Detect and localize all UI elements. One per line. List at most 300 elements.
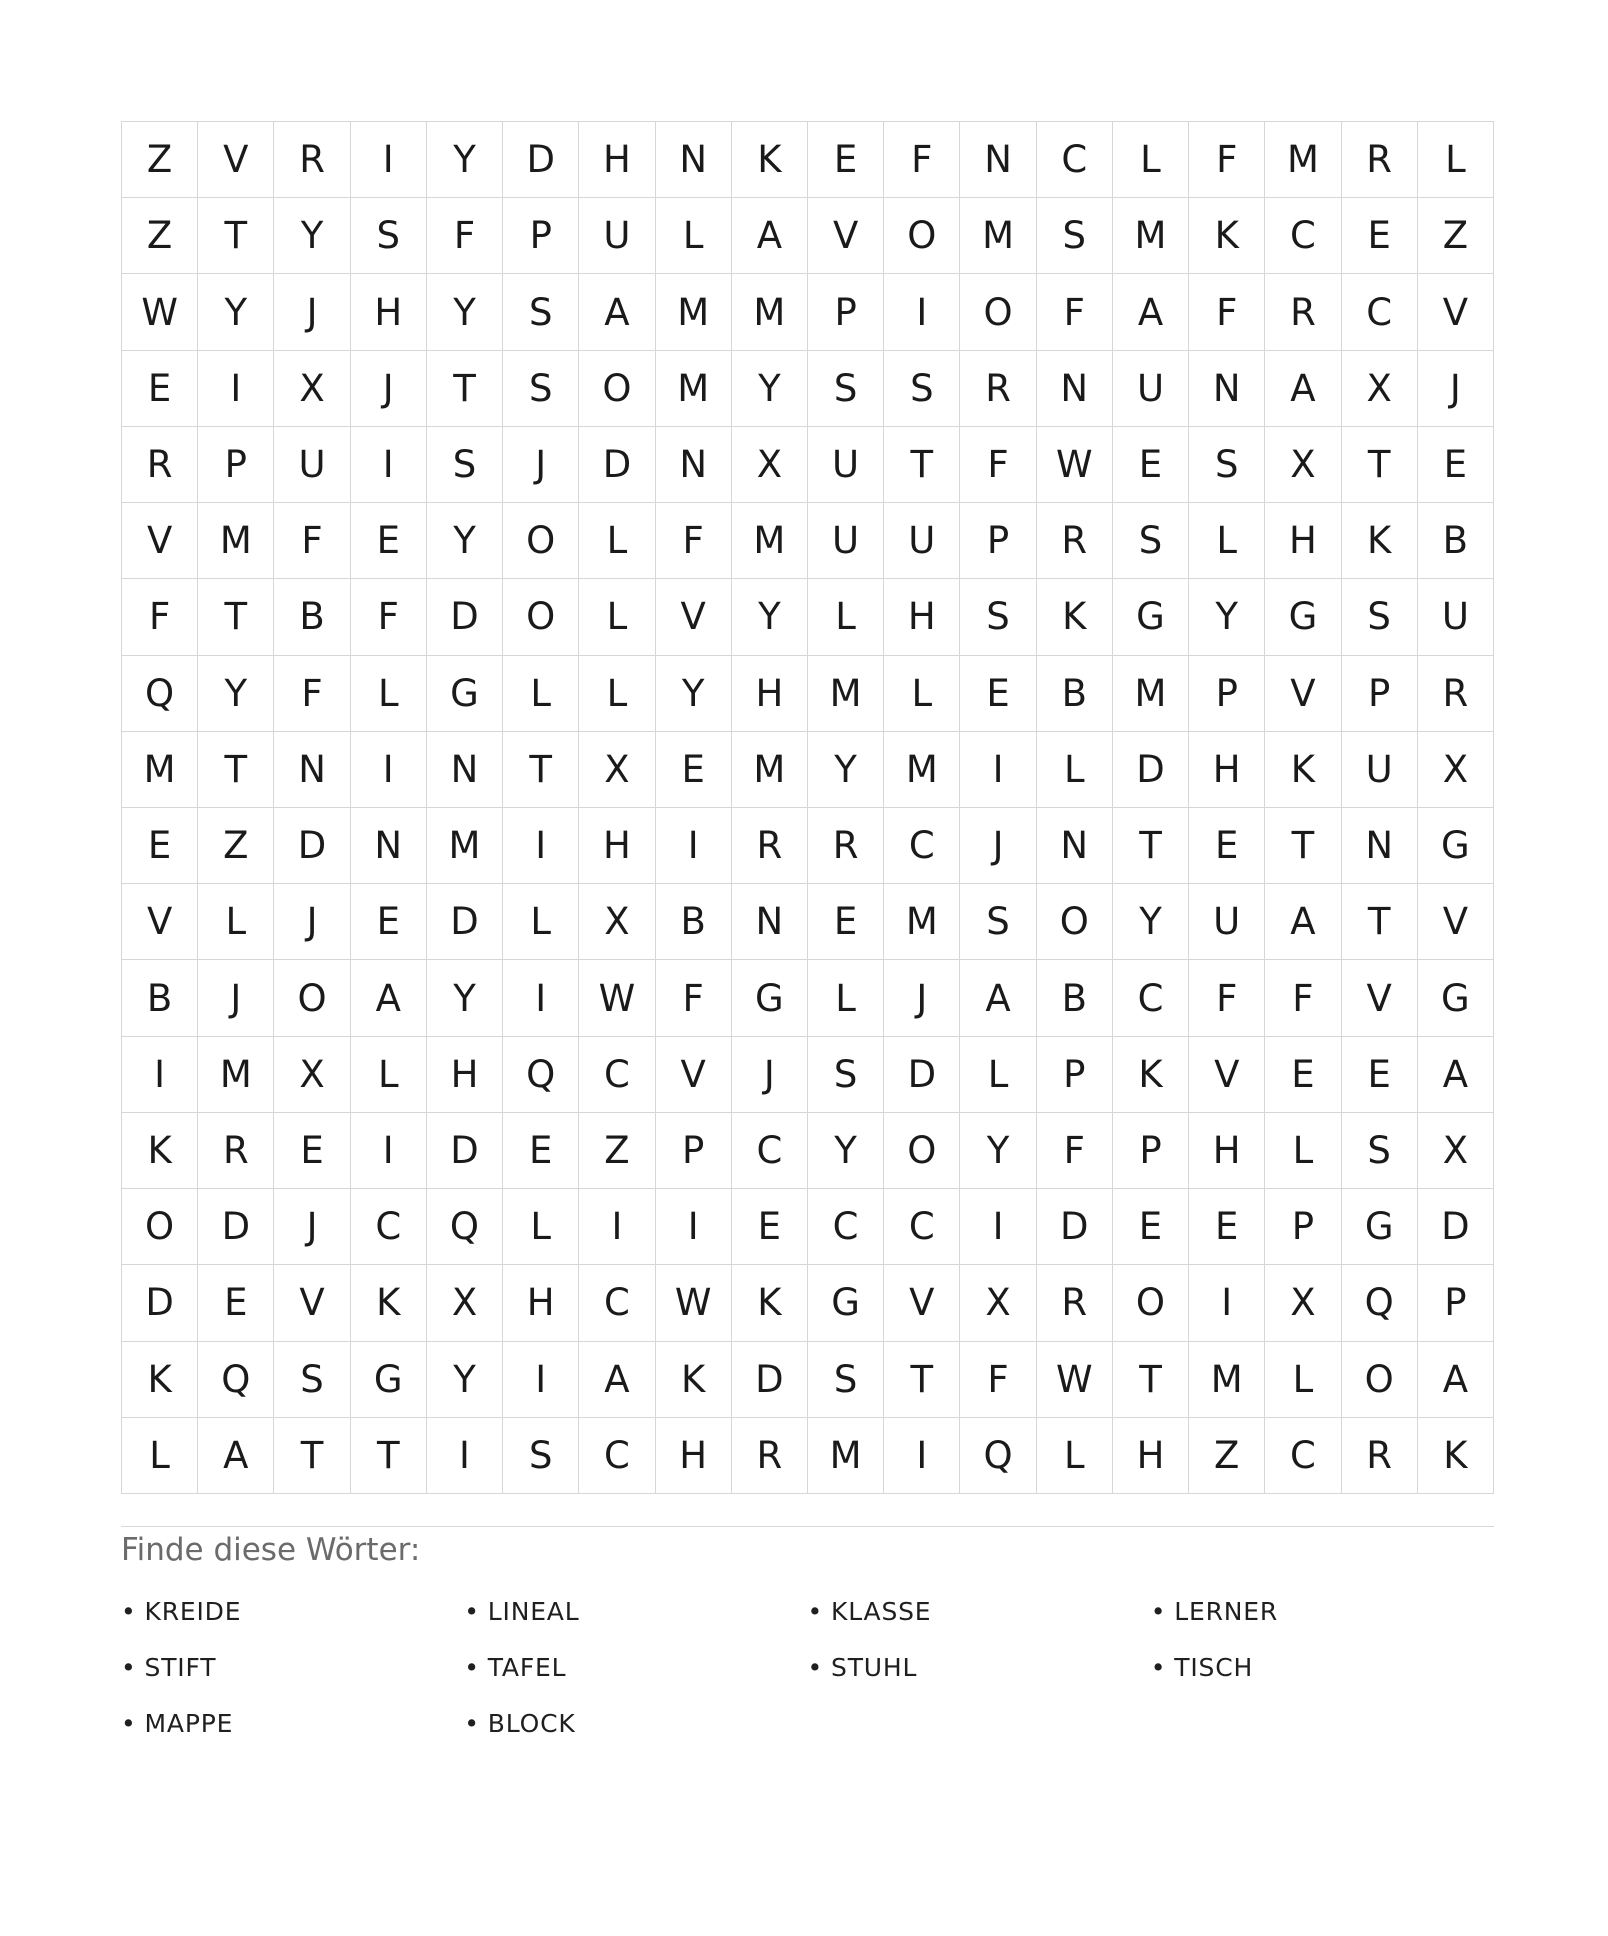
grid-cell[interactable]: D (1113, 732, 1189, 808)
grid-cell[interactable]: N (1342, 808, 1418, 884)
grid-cell[interactable]: C (579, 1265, 655, 1341)
grid-cell[interactable]: M (198, 503, 274, 579)
grid-cell[interactable]: K (1037, 579, 1113, 655)
grid-cell[interactable]: V (656, 1037, 732, 1113)
grid-cell[interactable]: M (732, 503, 808, 579)
grid-cell[interactable]: R (1037, 1265, 1113, 1341)
grid-cell[interactable]: F (656, 960, 732, 1036)
grid-cell[interactable]: V (884, 1265, 960, 1341)
grid-cell[interactable]: K (1189, 198, 1265, 274)
grid-cell[interactable]: O (884, 1113, 960, 1189)
grid-cell[interactable]: G (1265, 579, 1341, 655)
grid-cell[interactable]: F (1037, 1113, 1113, 1189)
grid-cell[interactable]: R (122, 427, 198, 503)
grid-cell[interactable]: L (884, 656, 960, 732)
grid-cell[interactable]: L (1189, 503, 1265, 579)
grid-cell[interactable]: T (1113, 1342, 1189, 1418)
grid-cell[interactable]: C (732, 1113, 808, 1189)
grid-cell[interactable]: L (1037, 1418, 1113, 1494)
grid-cell[interactable]: A (1418, 1342, 1494, 1418)
grid-cell[interactable]: B (656, 884, 732, 960)
grid-cell[interactable]: Q (122, 656, 198, 732)
grid-cell[interactable]: H (1265, 503, 1341, 579)
grid-cell[interactable]: U (808, 427, 884, 503)
grid-cell[interactable]: T (198, 732, 274, 808)
grid-cell[interactable]: J (960, 808, 1036, 884)
grid-cell[interactable]: Y (1113, 884, 1189, 960)
grid-cell[interactable]: N (656, 122, 732, 198)
grid-cell[interactable]: I (198, 351, 274, 427)
grid-cell[interactable]: P (1189, 656, 1265, 732)
grid-cell[interactable]: Y (808, 732, 884, 808)
grid-cell[interactable]: P (960, 503, 1036, 579)
grid-cell[interactable]: L (198, 884, 274, 960)
grid-cell[interactable]: R (1342, 1418, 1418, 1494)
grid-cell[interactable]: I (579, 1189, 655, 1265)
grid-cell[interactable]: B (1037, 960, 1113, 1036)
grid-cell[interactable]: L (1418, 122, 1494, 198)
grid-cell[interactable]: S (274, 1342, 350, 1418)
grid-cell[interactable]: S (503, 1418, 579, 1494)
grid-cell[interactable]: L (579, 503, 655, 579)
grid-cell[interactable]: M (1113, 656, 1189, 732)
grid-cell[interactable]: A (579, 1342, 655, 1418)
grid-cell[interactable]: J (198, 960, 274, 1036)
grid-cell[interactable]: H (579, 122, 655, 198)
grid-cell[interactable]: L (351, 1037, 427, 1113)
grid-cell[interactable]: K (1342, 503, 1418, 579)
grid-cell[interactable]: C (1037, 122, 1113, 198)
grid-cell[interactable]: J (1418, 351, 1494, 427)
grid-cell[interactable]: A (960, 960, 1036, 1036)
grid-cell[interactable]: M (808, 1418, 884, 1494)
grid-cell[interactable]: S (1113, 503, 1189, 579)
grid-cell[interactable]: Y (198, 274, 274, 350)
grid-cell[interactable]: H (656, 1418, 732, 1494)
grid-cell[interactable]: X (1265, 427, 1341, 503)
grid-cell[interactable]: L (579, 656, 655, 732)
grid-cell[interactable]: G (427, 656, 503, 732)
grid-cell[interactable]: X (732, 427, 808, 503)
grid-cell[interactable]: H (1113, 1418, 1189, 1494)
grid-cell[interactable]: U (1189, 884, 1265, 960)
grid-cell[interactable]: Y (427, 122, 503, 198)
grid-cell[interactable]: Q (198, 1342, 274, 1418)
grid-cell[interactable]: H (732, 656, 808, 732)
grid-cell[interactable]: E (122, 351, 198, 427)
grid-cell[interactable]: X (1418, 1113, 1494, 1189)
grid-cell[interactable]: M (960, 198, 1036, 274)
grid-cell[interactable]: L (1037, 732, 1113, 808)
grid-cell[interactable]: X (1418, 732, 1494, 808)
grid-cell[interactable]: S (427, 427, 503, 503)
grid-cell[interactable]: E (1113, 1189, 1189, 1265)
grid-cell[interactable]: I (122, 1037, 198, 1113)
grid-cell[interactable]: F (274, 656, 350, 732)
grid-cell[interactable]: I (656, 808, 732, 884)
grid-cell[interactable]: V (1189, 1037, 1265, 1113)
grid-cell[interactable]: O (579, 351, 655, 427)
grid-cell[interactable]: E (1113, 427, 1189, 503)
grid-cell[interactable]: I (351, 1113, 427, 1189)
grid-cell[interactable]: X (274, 1037, 350, 1113)
grid-cell[interactable]: H (351, 274, 427, 350)
grid-cell[interactable]: O (1342, 1342, 1418, 1418)
grid-cell[interactable]: E (1418, 427, 1494, 503)
grid-cell[interactable]: M (656, 351, 732, 427)
grid-cell[interactable]: I (960, 732, 1036, 808)
grid-cell[interactable]: G (1113, 579, 1189, 655)
grid-cell[interactable]: I (503, 808, 579, 884)
grid-cell[interactable]: R (274, 122, 350, 198)
grid-cell[interactable]: V (198, 122, 274, 198)
grid-cell[interactable]: H (1189, 732, 1265, 808)
grid-cell[interactable]: F (274, 503, 350, 579)
grid-cell[interactable]: D (274, 808, 350, 884)
grid-cell[interactable]: I (656, 1189, 732, 1265)
grid-cell[interactable]: Q (503, 1037, 579, 1113)
grid-cell[interactable]: P (1113, 1113, 1189, 1189)
grid-cell[interactable]: N (1189, 351, 1265, 427)
grid-cell[interactable]: V (1342, 960, 1418, 1036)
grid-cell[interactable]: I (351, 732, 427, 808)
grid-cell[interactable]: R (960, 351, 1036, 427)
grid-cell[interactable]: G (1342, 1189, 1418, 1265)
grid-cell[interactable]: B (274, 579, 350, 655)
grid-cell[interactable]: M (1265, 122, 1341, 198)
grid-cell[interactable]: H (884, 579, 960, 655)
grid-cell[interactable]: C (579, 1418, 655, 1494)
grid-cell[interactable]: K (732, 1265, 808, 1341)
grid-cell[interactable]: M (656, 274, 732, 350)
grid-cell[interactable]: L (503, 884, 579, 960)
grid-cell[interactable]: R (732, 808, 808, 884)
grid-cell[interactable]: M (198, 1037, 274, 1113)
grid-cell[interactable]: B (122, 960, 198, 1036)
grid-cell[interactable]: A (198, 1418, 274, 1494)
grid-cell[interactable]: R (1265, 274, 1341, 350)
grid-cell[interactable]: Y (427, 1342, 503, 1418)
grid-cell[interactable]: J (274, 1189, 350, 1265)
grid-cell[interactable]: X (579, 732, 655, 808)
grid-cell[interactable]: U (1418, 579, 1494, 655)
grid-cell[interactable]: S (808, 1037, 884, 1113)
grid-cell[interactable]: H (579, 808, 655, 884)
grid-cell[interactable]: U (1342, 732, 1418, 808)
grid-cell[interactable]: K (732, 122, 808, 198)
grid-cell[interactable]: F (1265, 960, 1341, 1036)
grid-cell[interactable]: F (1189, 122, 1265, 198)
grid-cell[interactable]: E (1189, 1189, 1265, 1265)
grid-cell[interactable]: A (579, 274, 655, 350)
grid-cell[interactable]: Q (427, 1189, 503, 1265)
grid-cell[interactable]: J (884, 960, 960, 1036)
grid-cell[interactable]: P (1265, 1189, 1341, 1265)
grid-cell[interactable]: F (1189, 960, 1265, 1036)
grid-cell[interactable]: B (1037, 656, 1113, 732)
grid-cell[interactable]: C (1265, 198, 1341, 274)
grid-cell[interactable]: A (351, 960, 427, 1036)
grid-cell[interactable]: F (427, 198, 503, 274)
grid-cell[interactable]: Y (274, 198, 350, 274)
grid-cell[interactable]: H (427, 1037, 503, 1113)
grid-cell[interactable]: P (1418, 1265, 1494, 1341)
grid-cell[interactable]: E (656, 732, 732, 808)
grid-cell[interactable]: N (351, 808, 427, 884)
grid-cell[interactable]: G (351, 1342, 427, 1418)
grid-cell[interactable]: L (656, 198, 732, 274)
grid-cell[interactable]: T (1265, 808, 1341, 884)
grid-cell[interactable]: C (351, 1189, 427, 1265)
grid-cell[interactable]: L (808, 579, 884, 655)
grid-cell[interactable]: Y (732, 351, 808, 427)
grid-cell[interactable]: M (1189, 1342, 1265, 1418)
grid-cell[interactable]: M (884, 732, 960, 808)
grid-cell[interactable]: X (274, 351, 350, 427)
grid-cell[interactable]: A (1113, 274, 1189, 350)
grid-cell[interactable]: S (884, 351, 960, 427)
grid-cell[interactable]: R (1418, 656, 1494, 732)
grid-cell[interactable]: E (503, 1113, 579, 1189)
grid-cell[interactable]: T (198, 198, 274, 274)
grid-cell[interactable]: M (427, 808, 503, 884)
grid-cell[interactable]: N (1037, 351, 1113, 427)
grid-cell[interactable]: A (732, 198, 808, 274)
grid-cell[interactable]: Y (198, 656, 274, 732)
grid-cell[interactable]: S (960, 579, 1036, 655)
grid-cell[interactable]: I (1189, 1265, 1265, 1341)
grid-cell[interactable]: G (808, 1265, 884, 1341)
grid-cell[interactable]: D (427, 1113, 503, 1189)
grid-cell[interactable]: I (884, 1418, 960, 1494)
grid-cell[interactable]: F (656, 503, 732, 579)
grid-cell[interactable]: A (1265, 351, 1341, 427)
grid-cell[interactable]: L (503, 1189, 579, 1265)
grid-cell[interactable]: J (503, 427, 579, 503)
grid-cell[interactable]: R (808, 808, 884, 884)
grid-cell[interactable]: P (503, 198, 579, 274)
grid-cell[interactable]: B (1418, 503, 1494, 579)
grid-cell[interactable]: E (198, 1265, 274, 1341)
grid-cell[interactable]: E (960, 656, 1036, 732)
grid-cell[interactable]: V (122, 503, 198, 579)
grid-cell[interactable]: K (1113, 1037, 1189, 1113)
grid-cell[interactable]: T (427, 351, 503, 427)
grid-cell[interactable]: H (503, 1265, 579, 1341)
grid-cell[interactable]: V (274, 1265, 350, 1341)
grid-cell[interactable]: T (274, 1418, 350, 1494)
grid-cell[interactable]: E (732, 1189, 808, 1265)
grid-cell[interactable]: V (1418, 274, 1494, 350)
grid-cell[interactable]: S (808, 351, 884, 427)
grid-cell[interactable]: T (884, 427, 960, 503)
grid-cell[interactable]: T (1113, 808, 1189, 884)
grid-cell[interactable]: F (1189, 274, 1265, 350)
grid-cell[interactable]: N (427, 732, 503, 808)
grid-cell[interactable]: K (656, 1342, 732, 1418)
grid-cell[interactable]: Z (122, 122, 198, 198)
grid-cell[interactable]: N (960, 122, 1036, 198)
grid-cell[interactable]: K (1418, 1418, 1494, 1494)
grid-cell[interactable]: I (960, 1189, 1036, 1265)
grid-cell[interactable]: Y (427, 503, 503, 579)
grid-cell[interactable]: S (1342, 579, 1418, 655)
grid-cell[interactable]: S (1037, 198, 1113, 274)
grid-cell[interactable]: U (579, 198, 655, 274)
grid-cell[interactable]: L (1265, 1342, 1341, 1418)
grid-cell[interactable]: N (1037, 808, 1113, 884)
grid-cell[interactable]: S (351, 198, 427, 274)
grid-cell[interactable]: F (884, 122, 960, 198)
grid-cell[interactable]: K (122, 1113, 198, 1189)
grid-cell[interactable]: J (732, 1037, 808, 1113)
grid-cell[interactable]: T (351, 1418, 427, 1494)
grid-cell[interactable]: E (274, 1113, 350, 1189)
grid-cell[interactable]: Z (1418, 198, 1494, 274)
grid-cell[interactable]: E (1265, 1037, 1341, 1113)
grid-cell[interactable]: D (1418, 1189, 1494, 1265)
grid-cell[interactable]: S (503, 274, 579, 350)
grid-cell[interactable]: X (960, 1265, 1036, 1341)
grid-cell[interactable]: Y (808, 1113, 884, 1189)
grid-cell[interactable]: X (1342, 351, 1418, 427)
grid-cell[interactable]: E (351, 884, 427, 960)
grid-cell[interactable]: Q (960, 1418, 1036, 1494)
grid-cell[interactable]: Y (960, 1113, 1036, 1189)
grid-cell[interactable]: Z (579, 1113, 655, 1189)
grid-cell[interactable]: M (732, 732, 808, 808)
grid-cell[interactable]: V (808, 198, 884, 274)
grid-cell[interactable]: C (579, 1037, 655, 1113)
grid-cell[interactable]: Y (732, 579, 808, 655)
grid-cell[interactable]: F (960, 1342, 1036, 1418)
grid-cell[interactable]: C (884, 1189, 960, 1265)
grid-cell[interactable]: P (656, 1113, 732, 1189)
grid-cell[interactable]: Z (122, 198, 198, 274)
grid-cell[interactable]: W (1037, 1342, 1113, 1418)
grid-cell[interactable]: U (884, 503, 960, 579)
grid-cell[interactable]: Z (198, 808, 274, 884)
grid-cell[interactable]: I (427, 1418, 503, 1494)
grid-cell[interactable]: C (1113, 960, 1189, 1036)
grid-cell[interactable]: G (1418, 808, 1494, 884)
grid-cell[interactable]: U (808, 503, 884, 579)
grid-cell[interactable]: M (122, 732, 198, 808)
grid-cell[interactable]: O (884, 198, 960, 274)
grid-cell[interactable]: T (503, 732, 579, 808)
grid-cell[interactable]: D (503, 122, 579, 198)
grid-cell[interactable]: P (808, 274, 884, 350)
grid-cell[interactable]: O (1037, 884, 1113, 960)
grid-cell[interactable]: O (122, 1189, 198, 1265)
grid-cell[interactable]: A (1265, 884, 1341, 960)
grid-cell[interactable]: D (579, 427, 655, 503)
grid-cell[interactable]: V (656, 579, 732, 655)
grid-cell[interactable]: D (198, 1189, 274, 1265)
grid-cell[interactable]: K (351, 1265, 427, 1341)
grid-cell[interactable]: E (351, 503, 427, 579)
grid-cell[interactable]: G (1418, 960, 1494, 1036)
grid-cell[interactable]: D (732, 1342, 808, 1418)
grid-cell[interactable]: X (579, 884, 655, 960)
grid-cell[interactable]: I (351, 427, 427, 503)
grid-cell[interactable]: O (503, 579, 579, 655)
grid-cell[interactable]: J (351, 351, 427, 427)
grid-cell[interactable]: E (122, 808, 198, 884)
grid-cell[interactable]: F (351, 579, 427, 655)
grid-cell[interactable]: T (1342, 427, 1418, 503)
grid-cell[interactable]: L (122, 1418, 198, 1494)
grid-cell[interactable]: L (1113, 122, 1189, 198)
grid-cell[interactable]: X (1265, 1265, 1341, 1341)
grid-cell[interactable]: M (732, 274, 808, 350)
grid-cell[interactable]: I (884, 274, 960, 350)
grid-cell[interactable]: K (1265, 732, 1341, 808)
grid-cell[interactable]: Y (1189, 579, 1265, 655)
grid-cell[interactable]: T (1342, 884, 1418, 960)
grid-cell[interactable]: G (732, 960, 808, 1036)
grid-cell[interactable]: Y (656, 656, 732, 732)
grid-cell[interactable]: S (808, 1342, 884, 1418)
grid-cell[interactable]: E (1189, 808, 1265, 884)
grid-cell[interactable]: I (503, 1342, 579, 1418)
grid-cell[interactable]: R (1342, 122, 1418, 198)
grid-cell[interactable]: P (1342, 656, 1418, 732)
grid-cell[interactable]: T (198, 579, 274, 655)
grid-cell[interactable]: S (1342, 1113, 1418, 1189)
grid-cell[interactable]: S (960, 884, 1036, 960)
grid-cell[interactable]: E (1342, 1037, 1418, 1113)
grid-cell[interactable]: M (1113, 198, 1189, 274)
grid-cell[interactable]: W (122, 274, 198, 350)
grid-cell[interactable]: A (1418, 1037, 1494, 1113)
grid-cell[interactable]: V (1265, 656, 1341, 732)
grid-cell[interactable]: D (884, 1037, 960, 1113)
grid-cell[interactable]: S (503, 351, 579, 427)
grid-cell[interactable]: V (122, 884, 198, 960)
grid-cell[interactable]: R (732, 1418, 808, 1494)
grid-cell[interactable]: L (960, 1037, 1036, 1113)
grid-cell[interactable]: N (274, 732, 350, 808)
grid-cell[interactable]: L (1265, 1113, 1341, 1189)
grid-cell[interactable]: O (960, 274, 1036, 350)
grid-cell[interactable]: Y (427, 274, 503, 350)
grid-cell[interactable]: X (427, 1265, 503, 1341)
grid-cell[interactable]: Z (1189, 1418, 1265, 1494)
grid-cell[interactable]: O (503, 503, 579, 579)
grid-cell[interactable]: O (274, 960, 350, 1036)
grid-cell[interactable]: U (1113, 351, 1189, 427)
grid-cell[interactable]: W (1037, 427, 1113, 503)
grid-cell[interactable]: N (656, 427, 732, 503)
grid-cell[interactable]: N (732, 884, 808, 960)
grid-cell[interactable]: E (808, 884, 884, 960)
grid-cell[interactable]: R (198, 1113, 274, 1189)
grid-cell[interactable]: J (274, 274, 350, 350)
grid-cell[interactable]: C (1342, 274, 1418, 350)
grid-cell[interactable]: E (1342, 198, 1418, 274)
grid-cell[interactable]: C (1265, 1418, 1341, 1494)
grid-cell[interactable]: D (122, 1265, 198, 1341)
grid-cell[interactable]: F (1037, 274, 1113, 350)
grid-cell[interactable]: O (1113, 1265, 1189, 1341)
grid-cell[interactable]: Q (1342, 1265, 1418, 1341)
grid-cell[interactable]: P (198, 427, 274, 503)
grid-cell[interactable]: M (808, 656, 884, 732)
grid-cell[interactable]: F (960, 427, 1036, 503)
grid-cell[interactable]: T (884, 1342, 960, 1418)
grid-cell[interactable]: D (427, 579, 503, 655)
